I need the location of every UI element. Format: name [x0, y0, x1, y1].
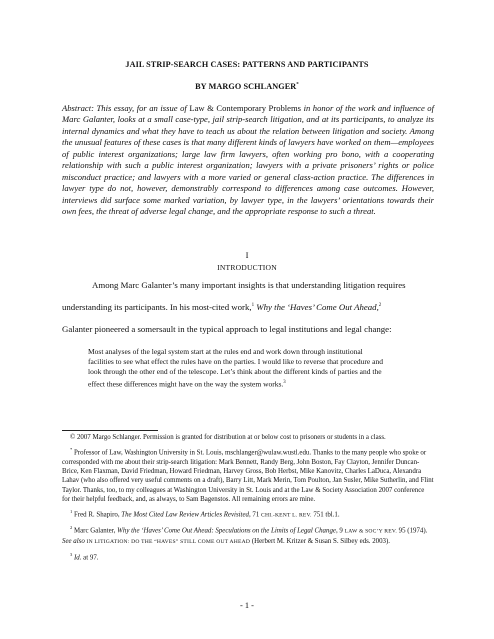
- footnote-2: [62, 523, 434, 547]
- body-paragraph-line: Among Marc Galanter’s many important insights is that understanding litigation requires: [92, 280, 406, 290]
- footnote-ref-1[interactable]: 1: [251, 303, 255, 309]
- body-paragraph-line: Galanter pioneered a somersault in the typical approach to legal institutions and legal change:: [62, 324, 392, 334]
- footnote-text: at 97.: [81, 554, 99, 562]
- footnote-author: [62, 445, 434, 504]
- footnote-3: [62, 550, 434, 563]
- footnote-marker: 1: [70, 508, 73, 514]
- footnote-1: [62, 507, 434, 521]
- author-line: [0, 82, 494, 91]
- footnote-marker: 3: [70, 552, 73, 558]
- footnote-book-title: IN LITIGATION: DO THE “HAVES” STILL COME OUT AHEAD: [86, 538, 251, 545]
- body-text: understanding its participants. In his most-cited work,: [62, 302, 252, 312]
- footnote-text: 95 (1974).: [396, 527, 428, 535]
- footnote-marker: 2: [70, 525, 73, 531]
- footnote-text: Fred R. Shapiro,: [73, 511, 122, 519]
- author-footnote-marker[interactable]: *: [296, 82, 299, 88]
- footnote-journal: LAW & SOC’Y REV.: [344, 528, 397, 535]
- section-heading: [0, 263, 494, 272]
- abstract-journal-name: Law & Contemporary Problems: [189, 103, 302, 113]
- footnote-text: , 9: [335, 527, 345, 535]
- footnote-cited-title: The Most Cited Law Review Articles Revisited: [121, 511, 249, 519]
- footnotes: [62, 433, 434, 565]
- cited-work-title: Why the ‘Haves’ Come Out Ahead,: [256, 302, 379, 312]
- abstract: [62, 103, 434, 218]
- footnote-id: Id.: [73, 554, 82, 562]
- block-quote-text: Most analyses of the legal system start at the rules end and work down through institutional facilities to see what effect the rules have on the parties. I would like to reverse that procedure and look through the other end of the telescope. Let’s think about the different kinds of parties and the effect these differences might have on the way the system works.: [88, 347, 383, 389]
- author-name: MARGO SCHLANGER: [208, 82, 297, 91]
- abstract-text-1: Abstract: This essay, for an issue of: [62, 103, 190, 113]
- footnote-journal: CHI.-KENT L. REV.: [261, 512, 312, 519]
- footnote-cited-title: Why the ‘Haves’ Come Out Ahead: Speculations on the Limits of Legal Change: [117, 527, 336, 535]
- footnote-text: 751 tbl.1.: [311, 511, 340, 519]
- article-title-text: JAIL STRIP-SEARCH CASES: PATTERNS AND PARTICIPANTS: [125, 60, 369, 69]
- author-prefix: BY: [195, 82, 207, 91]
- footnote-text: (Herbert M. Kritzer & Susan S. Silbey eds. 2003).: [250, 537, 391, 545]
- footnote-signal: See also: [62, 537, 85, 545]
- footnote-ref-3[interactable]: 3: [283, 379, 286, 385]
- footnote-text: Marc Galanter,: [73, 527, 118, 535]
- block-quote: [88, 347, 388, 389]
- page-number: - 1 -: [240, 601, 254, 610]
- section-heading-text: INTRODUCTION: [217, 263, 277, 272]
- footnote-text: Professor of Law, Washington University in St. Louis, mschlanger@wulaw.wustl.edu. Thanks to the many people who spoke or corresponded with me about their strip-search litigation: Mark Bennett, Randy Berg, John Boston, Fay Clayton, Jennifer Duncan-Brice, Ken Flaxman, David Friedman, Howard Friedman, Harvey Gross, Bob Herbst, Mike Kanovitz, Charles LaDuca, Alexandra Lahav (who also offered very useful comments on a draft), Barry Litt, Mark Merin, Tom Poulton, Jan Susler, Mike Sutherlin, and Flint Taylor. Thanks, too, to my colleagues at Washington University in St. Louis and at the Law & Society Association 2007 conference for their helpful feedback, and, as always, to Sam Bagenstos. All remaining errors are mine.: [62, 449, 434, 503]
- footnote-text: , 71: [248, 511, 262, 519]
- footnote-copyright: © 2007 Margo Schlanger. Permission is granted for distribution at or below cost to prisoners or students in a class.: [70, 434, 386, 441]
- footnote-ref-2[interactable]: 2: [378, 303, 382, 309]
- section-number: I: [245, 250, 249, 260]
- article-title: [0, 60, 494, 69]
- abstract-text-2: in honor of the work and influence of Marc Galanter, looks at a small case-type, jail strip-search litigation, and at its participants, to analyze its internal dynamics and what they have to teach us about the relation between litigation and society. Among the unusual features of these cases is that many different kinds of lawyers have worked on them—employees of public interest organizations; large law firm lawyers, often working pro bono, with a cooperating relationship with such a public interest organization; lawyers with a private prisoners’ rights or police misconduct practice; and lawyers with a more varied or general class-action practice. The differences in lawyer type do not, however, demonstrably correspond to differences among case outcomes. However, interviews did surface some marked variation, by lawyer type, in the lawyers’ orientations towards their own fees, the threat of adverse legal change, and the appropriate response to such a threat.: [62, 103, 434, 217]
- body-paragraph-line: [62, 302, 381, 312]
- footnote-marker: *: [70, 447, 73, 453]
- footnote-divider: [62, 430, 158, 431]
